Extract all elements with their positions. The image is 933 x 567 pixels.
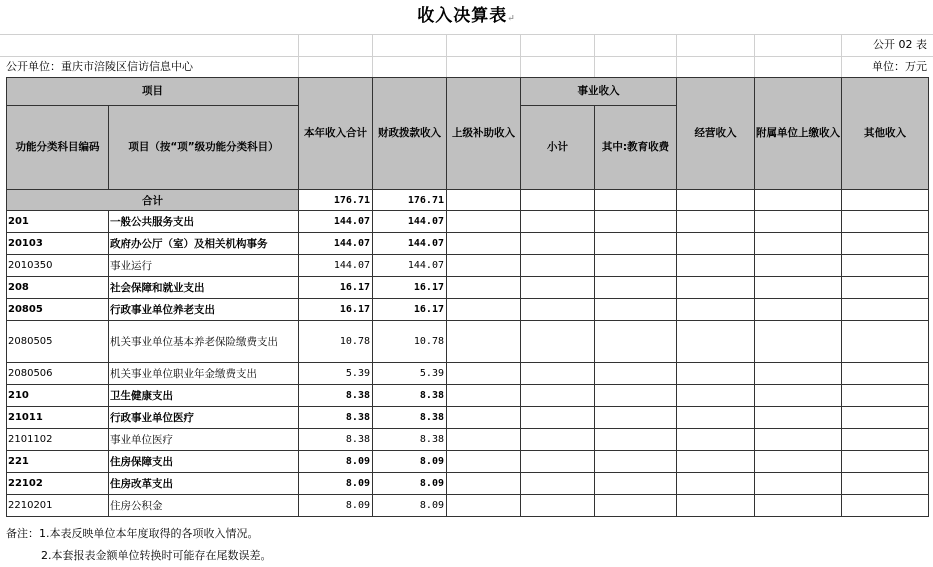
empty-cell [842, 495, 929, 517]
row-code: 2080505 [7, 321, 109, 363]
row-code: 210 [7, 385, 109, 407]
empty-cell [677, 233, 755, 255]
empty-cell [595, 495, 677, 517]
row-code: 208 [7, 277, 109, 299]
row-fiscal: 8.09 [373, 451, 447, 473]
row-name: 机关事业单位职业年金缴费支出 [109, 363, 299, 385]
table-row [7, 429, 929, 451]
row-name: 卫生健康支出 [109, 385, 299, 407]
row-name: 机关事业单位基本养老保险缴费支出 [109, 321, 299, 363]
table-row [7, 299, 929, 321]
empty-cell [842, 473, 929, 495]
row-fiscal: 8.09 [373, 473, 447, 495]
row-total: 144.07 [299, 233, 373, 255]
row-total: 8.38 [299, 385, 373, 407]
empty-cell [447, 429, 521, 451]
empty-cell [677, 385, 755, 407]
row-fiscal: 8.09 [373, 495, 447, 517]
empty-cell [595, 321, 677, 363]
empty-cell [842, 429, 929, 451]
table-number: 公开 02 表 [873, 38, 927, 51]
empty-cell [842, 321, 929, 363]
row-fiscal: 5.39 [373, 363, 447, 385]
empty-cell [595, 211, 677, 233]
gridline [0, 34, 933, 35]
row-fiscal: 16.17 [373, 299, 447, 321]
empty-cell [842, 385, 929, 407]
empty-cell [842, 451, 929, 473]
empty-cell [447, 211, 521, 233]
gridline [372, 34, 373, 77]
header-superior-subsidy: 上级补助收入 [447, 78, 521, 190]
row-code: 20805 [7, 299, 109, 321]
empty-cell [842, 233, 929, 255]
empty-cell [842, 255, 929, 277]
row-total: 16.17 [299, 277, 373, 299]
table-row [7, 407, 929, 429]
unit-name: 公开单位：重庆市涪陵区信访信息中心 [6, 60, 193, 73]
total-income-value: 176.71 [299, 190, 373, 211]
empty-cell [595, 233, 677, 255]
empty-cell [755, 429, 842, 451]
empty-cell [447, 451, 521, 473]
gridline [676, 34, 677, 77]
empty-cell [677, 321, 755, 363]
row-total: 8.38 [299, 407, 373, 429]
header-other: 其他收入 [842, 78, 929, 190]
row-fiscal: 8.38 [373, 407, 447, 429]
empty-cell [595, 363, 677, 385]
empty-cell [677, 473, 755, 495]
row-code: 201 [7, 211, 109, 233]
row-name: 住房公积金 [109, 495, 299, 517]
row-code: 20103 [7, 233, 109, 255]
note-1: 备注：1.本表反映单位本年度取得的各项收入情况。 [6, 527, 259, 540]
empty-cell [595, 451, 677, 473]
empty-cell [677, 211, 755, 233]
empty-cell [595, 473, 677, 495]
header-education-fee: 其中:教育收费 [595, 106, 677, 190]
row-name: 行政事业单位医疗 [109, 407, 299, 429]
income-table [6, 77, 929, 517]
empty-cell [447, 495, 521, 517]
empty-cell [677, 495, 755, 517]
table-row [7, 255, 929, 277]
row-code: 2010350 [7, 255, 109, 277]
empty-cell [595, 299, 677, 321]
empty-cell [595, 407, 677, 429]
row-total: 16.17 [299, 299, 373, 321]
total-label: 合计 [7, 190, 299, 211]
total-fiscal-value: 176.71 [373, 190, 447, 211]
empty-cell [447, 299, 521, 321]
header-item-name: 项目（按“项”级功能分类科目） [109, 106, 299, 190]
table-row [7, 363, 929, 385]
empty-cell [521, 299, 595, 321]
note-2: 2.本套报表金额单位转换时可能存在尾数误差。 [41, 549, 272, 562]
row-total: 8.38 [299, 429, 373, 451]
empty-cell [842, 277, 929, 299]
row-fiscal: 16.17 [373, 277, 447, 299]
row-code: 2101102 [7, 429, 109, 451]
row-fiscal: 10.78 [373, 321, 447, 363]
empty-cell [521, 451, 595, 473]
row-fiscal: 8.38 [373, 429, 447, 451]
empty-cell [447, 363, 521, 385]
row-name: 住房改革支出 [109, 473, 299, 495]
row-fiscal: 144.07 [373, 233, 447, 255]
empty-cell [755, 407, 842, 429]
header-fiscal: 财政拨款收入 [373, 78, 447, 190]
empty-cell [521, 233, 595, 255]
empty-cell [521, 363, 595, 385]
empty-cell [595, 277, 677, 299]
row-name: 政府办公厅（室）及相关机构事务 [109, 233, 299, 255]
empty-cell [521, 211, 595, 233]
empty-cell [447, 277, 521, 299]
empty-cell [755, 233, 842, 255]
empty-cell [677, 299, 755, 321]
empty-cell [842, 363, 929, 385]
empty-cell [755, 321, 842, 363]
empty-cell [677, 451, 755, 473]
row-fiscal: 8.38 [373, 385, 447, 407]
empty-cell [595, 255, 677, 277]
header-code: 功能分类科目编码 [7, 106, 109, 190]
row-name: 一般公共服务支出 [109, 211, 299, 233]
gridline [520, 34, 521, 77]
row-total: 144.07 [299, 255, 373, 277]
empty-cell [842, 299, 929, 321]
empty-cell [677, 407, 755, 429]
empty-cell [755, 451, 842, 473]
empty-cell [595, 385, 677, 407]
empty-cell [755, 473, 842, 495]
gridline [841, 34, 842, 77]
row-total: 5.39 [299, 363, 373, 385]
row-total: 10.78 [299, 321, 373, 363]
empty-cell [521, 495, 595, 517]
empty-cell [677, 429, 755, 451]
gridline [298, 34, 299, 77]
header-affiliated: 附属单位上缴收入 [755, 78, 842, 190]
table-row [7, 321, 929, 363]
gridline [0, 56, 933, 57]
empty-cell [677, 363, 755, 385]
empty-cell [842, 211, 929, 233]
table-row [7, 385, 929, 407]
empty-cell [521, 385, 595, 407]
empty-cell [521, 473, 595, 495]
table-row [7, 473, 929, 495]
empty-cell [677, 255, 755, 277]
gridline [754, 34, 755, 77]
empty-cell [755, 495, 842, 517]
empty-cell [447, 407, 521, 429]
row-total: 8.09 [299, 451, 373, 473]
table-row [7, 233, 929, 255]
empty-cell [447, 473, 521, 495]
gridline [594, 34, 595, 77]
header-total-income: 本年收入合计 [299, 78, 373, 190]
row-name: 行政事业单位养老支出 [109, 299, 299, 321]
row-name: 社会保障和就业支出 [109, 277, 299, 299]
empty-cell [447, 385, 521, 407]
row-total: 8.09 [299, 495, 373, 517]
currency-unit: 单位：万元 [872, 60, 927, 73]
empty-cell [447, 321, 521, 363]
empty-cell [755, 277, 842, 299]
page-title: 收入决算表↵ [417, 6, 516, 26]
header-item-group: 项目 [7, 78, 299, 106]
empty-cell [842, 407, 929, 429]
row-code: 221 [7, 451, 109, 473]
table-row [7, 495, 929, 517]
row-total: 144.07 [299, 211, 373, 233]
empty-cell [755, 211, 842, 233]
header-subtotal: 小计 [521, 106, 595, 190]
header-business-group: 事业收入 [521, 78, 677, 106]
row-code: 22102 [7, 473, 109, 495]
row-name: 住房保障支出 [109, 451, 299, 473]
row-fiscal: 144.07 [373, 211, 447, 233]
row-code: 2210201 [7, 495, 109, 517]
table-row [7, 211, 929, 233]
empty-cell [521, 321, 595, 363]
notes [6, 523, 272, 567]
empty-cell [447, 233, 521, 255]
empty-cell [521, 255, 595, 277]
table-row [7, 277, 929, 299]
empty-cell [447, 255, 521, 277]
header-operating: 经营收入 [677, 78, 755, 190]
empty-cell [755, 385, 842, 407]
empty-cell [755, 299, 842, 321]
row-name: 事业运行 [109, 255, 299, 277]
table-row [7, 451, 929, 473]
row-code: 2080506 [7, 363, 109, 385]
empty-cell [755, 363, 842, 385]
row-total: 8.09 [299, 473, 373, 495]
empty-cell [521, 429, 595, 451]
empty-cell [595, 429, 677, 451]
row-name: 事业单位医疗 [109, 429, 299, 451]
empty-cell [521, 407, 595, 429]
empty-cell [755, 255, 842, 277]
empty-cell [677, 277, 755, 299]
row-code: 21011 [7, 407, 109, 429]
row-fiscal: 144.07 [373, 255, 447, 277]
total-row [7, 190, 929, 211]
empty-cell [521, 277, 595, 299]
gridline [446, 34, 447, 77]
